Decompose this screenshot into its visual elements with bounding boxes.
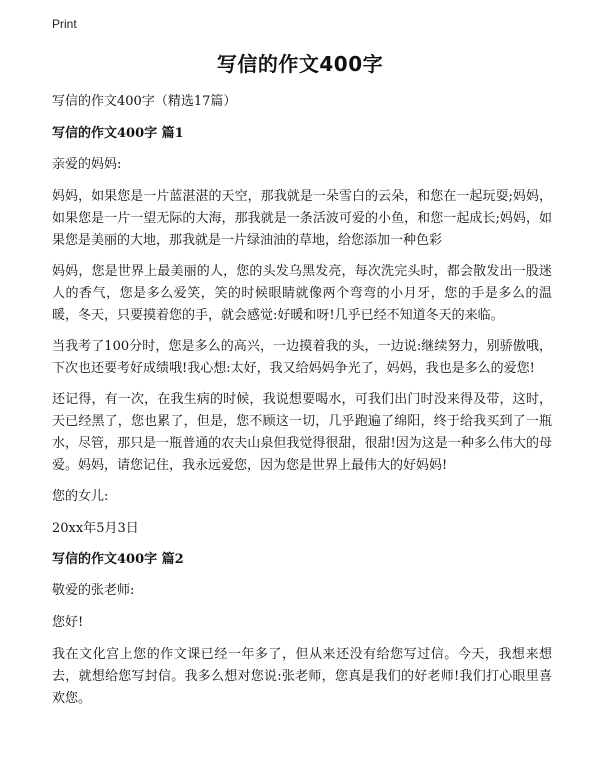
section-1	[52, 124, 552, 540]
salutation: 敬爱的张老师:	[52, 583, 135, 598]
section-heading: 写信的作文400字 篇2	[52, 552, 184, 567]
paragraph: 妈妈，您是世界上最美丽的人，您的头发乌黑发亮，每次洗完头时，都会散发出一股迷人的香气，您是多么爱笑，笑的时候眼睛就像两个弯弯的小月牙，您的手是多么的温暖，冬天，只要摸着您的手，就会感觉:好暖和呀!几乎已经不知道冬天的来临。	[52, 264, 552, 323]
paragraph: 妈妈，如果您是一片蓝湛湛的天空，那我就是一朵雪白的云朵，和您在一起玩耍;妈妈，如果您是一片一望无际的大海，那我就是一条活波可爱的小鱼，和您一起成长;妈妈，如果您是美丽的大地，那我就是一片绿油油的草地，给您添加一种色彩	[52, 189, 552, 248]
signature: 您的女儿:	[52, 489, 109, 504]
section-heading: 写信的作文400字 篇1	[52, 126, 184, 141]
date: 20xx年5月3日	[52, 521, 139, 536]
paragraph: 还记得，有一次，在我生病的时候，我说想要喝水，可我们出门时没来得及带，这时，天已经黑了，您也累了，但是，您不顾这一切，几乎跑遍了绵阳，终于给我买到了一瓶水，尽管，那只是一瓶普通的农夫山泉但我觉得很甜，很甜!因为这是一种多么伟大的母爱。妈妈，请您记住，我永远爱您，因为您是世界上最伟大的好妈妈!	[52, 392, 552, 473]
print-label: Print	[52, 17, 77, 31]
paragraph: 我在文化宫上您的作文课已经一年多了，但从来还没有给您写过信。今天，我想来想去，就想给您写封信。我多么想对您说:张老师，您真是我们的好老师!我们打心眼里喜欢您。	[52, 647, 552, 706]
salutation: 亲爱的妈妈:	[52, 157, 122, 172]
greeting: 您好!	[52, 615, 84, 630]
paragraph: 当我考了100分时，您是多么的高兴，一边摸着我的头，一边说:继续努力，别骄傲哦，下次也还要考好成绩哦!我心想:太好，我又给妈妈争光了，妈妈，我也是多么的爱您!	[52, 339, 552, 376]
document-title: 写信的作文400字	[216, 52, 384, 76]
section-2	[52, 550, 552, 710]
document-body	[52, 92, 552, 719]
document-subtitle: 写信的作文400字（精选17篇）	[52, 94, 237, 109]
